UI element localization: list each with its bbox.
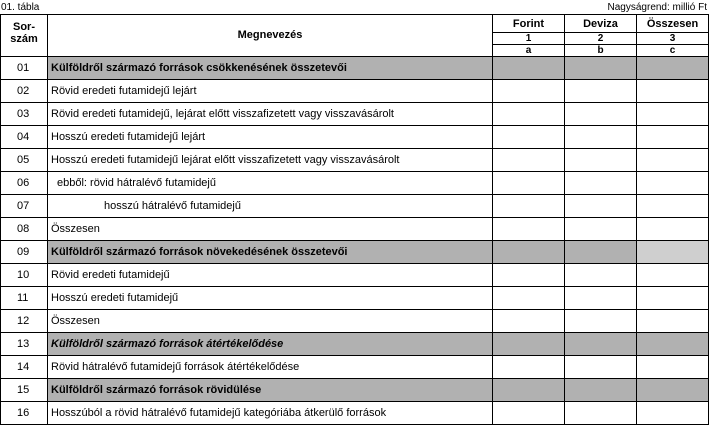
row-number: 13 (1, 333, 48, 356)
value-cell-forint[interactable] (493, 356, 565, 379)
value-cell-forint[interactable] (493, 310, 565, 333)
row-label: Rövid eredeti futamidejű lejárt (48, 80, 493, 103)
value-cell-deviza[interactable] (565, 80, 637, 103)
row-label: Hosszúból a rövid hátralévő futamidejű kategóriába átkerülő források (48, 402, 493, 425)
row-label: Hosszú eredeti futamidejű (48, 287, 493, 310)
row-label: Rövid eredeti futamidejű (48, 264, 493, 287)
row-label: Hosszú eredeti futamidejű lejárat előtt visszafizetett vagy visszavásárolt (48, 149, 493, 172)
row-label: Hosszú eredeti futamidejű lejárt (48, 126, 493, 149)
table-row (1, 356, 709, 379)
row-label: Külföldről származó források növekedésének összetevői (48, 241, 493, 264)
header-sorszam-line2: szám (10, 33, 38, 45)
value-cell-deviza[interactable] (565, 195, 637, 218)
table-row (1, 57, 709, 80)
row-label: Összesen (48, 310, 493, 333)
header-osszesen: Összesen (637, 15, 709, 33)
row-number: 02 (1, 80, 48, 103)
row-label: Külföldről származó források csökkenésének összetevői (48, 57, 493, 80)
row-number: 10 (1, 264, 48, 287)
value-cell-osszesen[interactable] (637, 149, 709, 172)
header-forint: Forint (493, 15, 565, 33)
value-cell-forint[interactable] (493, 287, 565, 310)
row-number: 16 (1, 402, 48, 425)
row-label: Rövid hátralévő futamidejű források átértékelődése (48, 356, 493, 379)
header-col-letter: c (637, 45, 709, 57)
value-cell-osszesen[interactable] (637, 333, 709, 356)
table-row (1, 379, 709, 402)
value-cell-forint[interactable] (493, 241, 565, 264)
row-label: Külföldről származó források átértékelődése (48, 333, 493, 356)
value-cell-osszesen[interactable] (637, 287, 709, 310)
value-cell-deviza[interactable] (565, 57, 637, 80)
row-label: hosszú hátralévő futamidejű (48, 195, 493, 218)
row-number: 03 (1, 103, 48, 126)
header-sorszam-line1: Sor- (13, 21, 35, 33)
table-row (1, 310, 709, 333)
header-megnevezes: Megnevezés (48, 15, 493, 57)
header-sorszam (1, 15, 48, 57)
table-row (1, 241, 709, 264)
value-cell-osszesen[interactable] (637, 172, 709, 195)
table-row (1, 287, 709, 310)
value-cell-osszesen[interactable] (637, 241, 709, 264)
table-row (1, 264, 709, 287)
unit-label: Nagyságrend: millió Ft (607, 2, 707, 13)
header-col-letter: a (493, 45, 565, 57)
row-number: 04 (1, 126, 48, 149)
value-cell-forint[interactable] (493, 103, 565, 126)
row-number: 08 (1, 218, 48, 241)
value-cell-forint[interactable] (493, 172, 565, 195)
table-row (1, 80, 709, 103)
table-row (1, 172, 709, 195)
value-cell-deviza[interactable] (565, 172, 637, 195)
table-id: 01. tábla (1, 2, 40, 13)
value-cell-osszesen[interactable] (637, 356, 709, 379)
header-col-num: 1 (493, 33, 565, 45)
table-row (1, 402, 709, 425)
row-number: 09 (1, 241, 48, 264)
row-number: 01 (1, 57, 48, 80)
value-cell-deviza[interactable] (565, 103, 637, 126)
header-col-num: 2 (565, 33, 637, 45)
table-row (1, 126, 709, 149)
value-cell-deviza[interactable] (565, 333, 637, 356)
value-cell-forint[interactable] (493, 57, 565, 80)
table-row (1, 149, 709, 172)
row-label: Rövid eredeti futamidejű, lejárat előtt visszafizetett vagy visszavásárolt (48, 103, 493, 126)
value-cell-osszesen[interactable] (637, 57, 709, 80)
value-cell-forint[interactable] (493, 333, 565, 356)
row-number: 05 (1, 149, 48, 172)
value-cell-osszesen[interactable] (637, 195, 709, 218)
table-row (1, 333, 709, 356)
value-cell-deviza[interactable] (565, 379, 637, 402)
value-cell-deviza[interactable] (565, 310, 637, 333)
value-cell-deviza[interactable] (565, 241, 637, 264)
table-row (1, 103, 709, 126)
value-cell-osszesen[interactable] (637, 126, 709, 149)
row-number: 14 (1, 356, 48, 379)
value-cell-deviza[interactable] (565, 218, 637, 241)
report-table (0, 14, 709, 425)
value-cell-osszesen[interactable] (637, 103, 709, 126)
value-cell-osszesen[interactable] (637, 218, 709, 241)
row-label: Összesen (48, 218, 493, 241)
row-number: 12 (1, 310, 48, 333)
value-cell-deviza[interactable] (565, 264, 637, 287)
table-row (1, 218, 709, 241)
row-label: Külföldről származó források rövidülése (48, 379, 493, 402)
row-label: ebből: rövid hátralévő futamidejű (48, 172, 493, 195)
value-cell-deviza[interactable] (565, 126, 637, 149)
table-row (1, 195, 709, 218)
header-deviza: Deviza (565, 15, 637, 33)
row-number: 11 (1, 287, 48, 310)
value-cell-deviza[interactable] (565, 356, 637, 379)
value-cell-deviza[interactable] (565, 287, 637, 310)
row-number: 07 (1, 195, 48, 218)
value-cell-osszesen[interactable] (637, 80, 709, 103)
value-cell-osszesen[interactable] (637, 379, 709, 402)
value-cell-forint[interactable] (493, 264, 565, 287)
value-cell-deviza[interactable] (565, 149, 637, 172)
value-cell-forint[interactable] (493, 80, 565, 103)
value-cell-deviza[interactable] (565, 402, 637, 425)
row-number: 06 (1, 172, 48, 195)
value-cell-osszesen[interactable] (637, 264, 709, 287)
value-cell-forint[interactable] (493, 402, 565, 425)
value-cell-forint[interactable] (493, 218, 565, 241)
value-cell-forint[interactable] (493, 149, 565, 172)
value-cell-forint[interactable] (493, 126, 565, 149)
header-col-letter: b (565, 45, 637, 57)
value-cell-osszesen[interactable] (637, 310, 709, 333)
value-cell-osszesen[interactable] (637, 402, 709, 425)
row-number: 15 (1, 379, 48, 402)
header-col-num: 3 (637, 33, 709, 45)
value-cell-forint[interactable] (493, 379, 565, 402)
value-cell-forint[interactable] (493, 195, 565, 218)
